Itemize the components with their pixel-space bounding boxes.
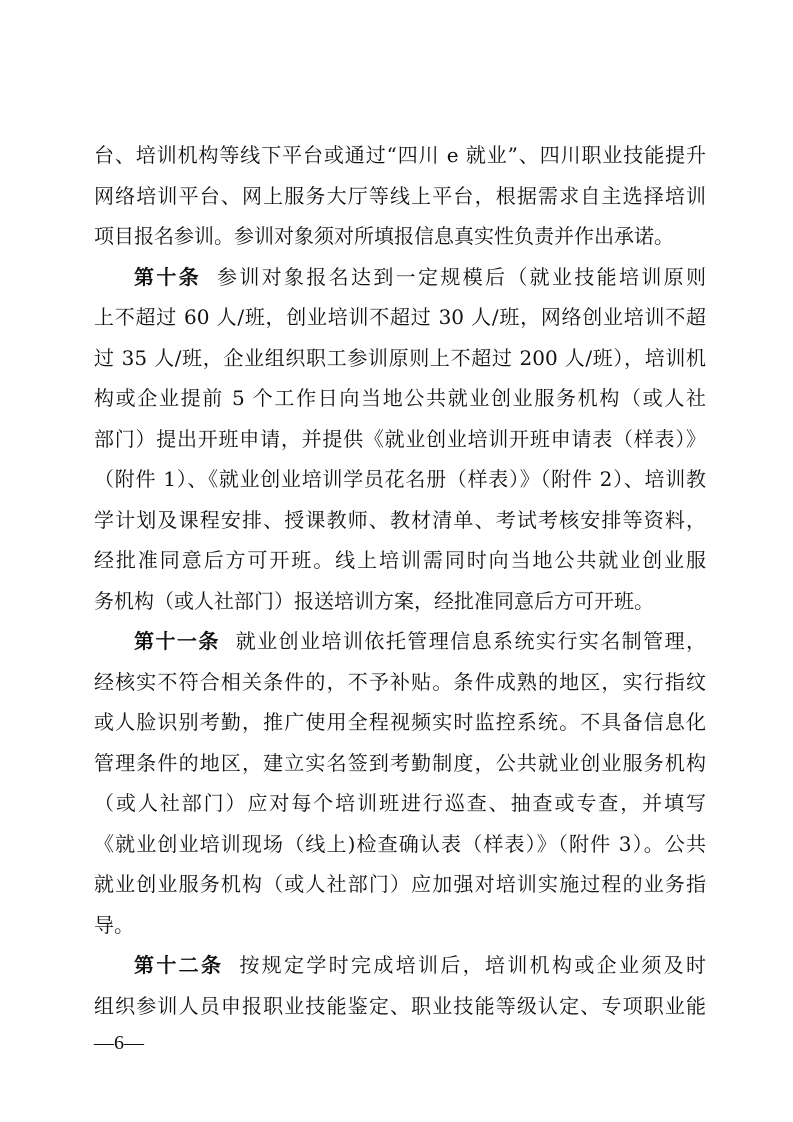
paragraph-line: 管理条件的地区，建立实名签到考勤制度，公共就业创业服务机构 — [94, 750, 706, 775]
article-12-text: 按规定学时完成培训后，培训机构或企业须及时 — [239, 953, 707, 977]
paragraph-line: （或人社部门）应对每个培训班进行巡查、抽查或专查，并填写 — [94, 791, 706, 815]
article-10-title: 第十条 — [134, 264, 201, 289]
page-number: —6— — [94, 1032, 144, 1054]
paragraph-line: 项目报名参训。参训对象须对所填报信息真实性负责并作出承诺。 — [94, 224, 674, 248]
paragraph-line: 经核实不符合相关条件的，不予补贴。条件成熟的地区，实行指纹 — [94, 669, 706, 694]
paragraph-line: 《就业创业培训现场（线上)检查确认表（样表）》（附件 3）。公共 — [94, 831, 706, 856]
paragraph-line: 经批准同意后方可开班。线上培训需同时向当地公共就业创业服 — [94, 548, 706, 572]
article-11-first-line — [94, 621, 706, 662]
article-11-title: 第十一条 — [134, 629, 220, 653]
paragraph-line: 就业创业服务机构（或人社部门）应加强对培训实施过程的业务指 — [94, 872, 706, 896]
paragraph-line: 构或企业提前 5 个工作日向当地公共就业创业服务机构（或人社 — [94, 386, 706, 410]
document-body — [94, 135, 706, 1026]
article-11-text: 就业创业培训依托管理信息系统实行实名制管理， — [235, 629, 707, 653]
paragraph-line: 导。 — [94, 912, 134, 937]
paragraph-line: 务机构（或人社部门）报送培训方案，经批准同意后方可开班。 — [94, 588, 654, 613]
paragraph-line: 上不超过 60 人/班，创业培训不超过 30 人/班，网络创业培训不超 — [94, 305, 706, 329]
paragraph-line: 或人脸识别考勤，推广使用全程视频实时监控系统。不具备信息化 — [94, 710, 706, 734]
paragraph-line: 台、培训机构等线下平台或通过“四川 e 就业”、四川职业技能提升 — [94, 143, 706, 167]
article-10-first-line — [94, 257, 706, 298]
article-10-text: 参训对象报名达到一定规模后（就业技能培训原则 — [217, 264, 706, 289]
paragraph-line: 组织参训人员申报职业技能鉴定、职业技能等级认定、专项职业能 — [94, 993, 706, 1018]
paragraph-line: 学计划及课程安排、授课教师、教材清单、考试考核安排等资料， — [94, 507, 706, 532]
paragraph-line: 过 35 人/班，企业组织职工参训原则上不超过 200 人/班），培训机 — [94, 345, 706, 370]
paragraph-line: 部门）提出开班申请，并提供《就业创业培训开班申请表（样表）》 — [94, 426, 706, 451]
article-12-first-line — [94, 945, 706, 986]
article-12-title: 第十二条 — [134, 953, 224, 977]
paragraph-line: 网络培训平台、网上服务大厅等线上平台，根据需求自主选择培训 — [94, 183, 706, 208]
paragraph-line: （附件 1）、《就业创业培训学员花名册（样表）》（附件 2）、培训教 — [94, 467, 706, 491]
